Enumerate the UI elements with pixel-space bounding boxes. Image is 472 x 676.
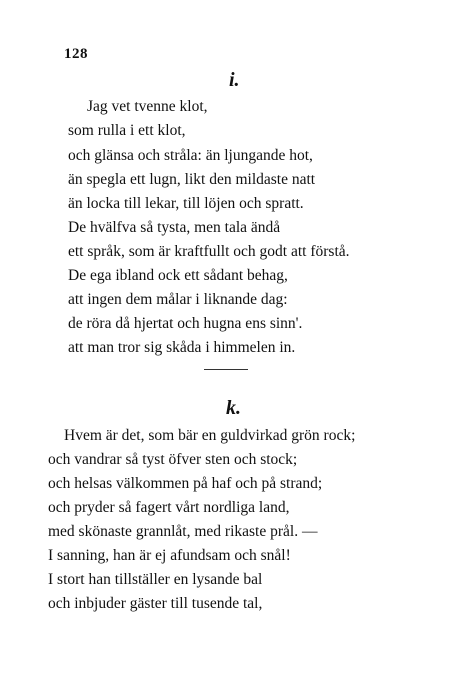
poem-line: att man tror sig skåda i himmelen in.: [68, 339, 296, 356]
poem-line: med skönaste grannlåt, med rikaste prål. —: [48, 523, 318, 540]
section-marker-k: k.: [226, 397, 241, 419]
poem-line: ett språk, som är kraftfullt och godt att förstå.: [68, 243, 350, 260]
poem-line: De ega ibland ock ett sådant behag,: [68, 267, 288, 284]
section-divider: [204, 369, 248, 370]
poem-line: och vandrar så tyst öfver sten och stock;: [48, 451, 298, 468]
poem-line: och glänsa och stråla: än ljungande hot,: [68, 147, 313, 164]
poem-line: och inbjuder gäster till tusende tal,: [48, 595, 263, 612]
poem-line: som rulla i ett klot,: [68, 122, 186, 139]
poem-line: de röra då hjertat och hugna ens sinn'.: [68, 315, 303, 332]
section-marker-i: i.: [229, 69, 240, 91]
page-number: 128: [64, 46, 88, 62]
poem-line: än spegla ett lugn, likt den mildaste natt: [68, 171, 316, 188]
poem-line: Hvem är det, som bär en guldvirkad grön rock;: [64, 427, 356, 444]
poem-line: I stort han tillställer en lysande bal: [48, 571, 263, 588]
poem-line: och pryder så fagert vårt nordliga land,: [48, 499, 290, 516]
poem-line: Jag vet tvenne klot,: [87, 98, 208, 115]
poem-line: än locka till lekar, till löjen och spratt.: [68, 195, 304, 212]
poem-line: och helsas välkommen på haf och på strand;: [48, 475, 323, 492]
poem-line: I sanning, han är ej afundsam och snål!: [48, 547, 291, 564]
poem-line: De hvälfva så tysta, men tala ändå: [68, 219, 281, 236]
poem-line: att ingen dem målar i liknande dag:: [68, 291, 288, 308]
